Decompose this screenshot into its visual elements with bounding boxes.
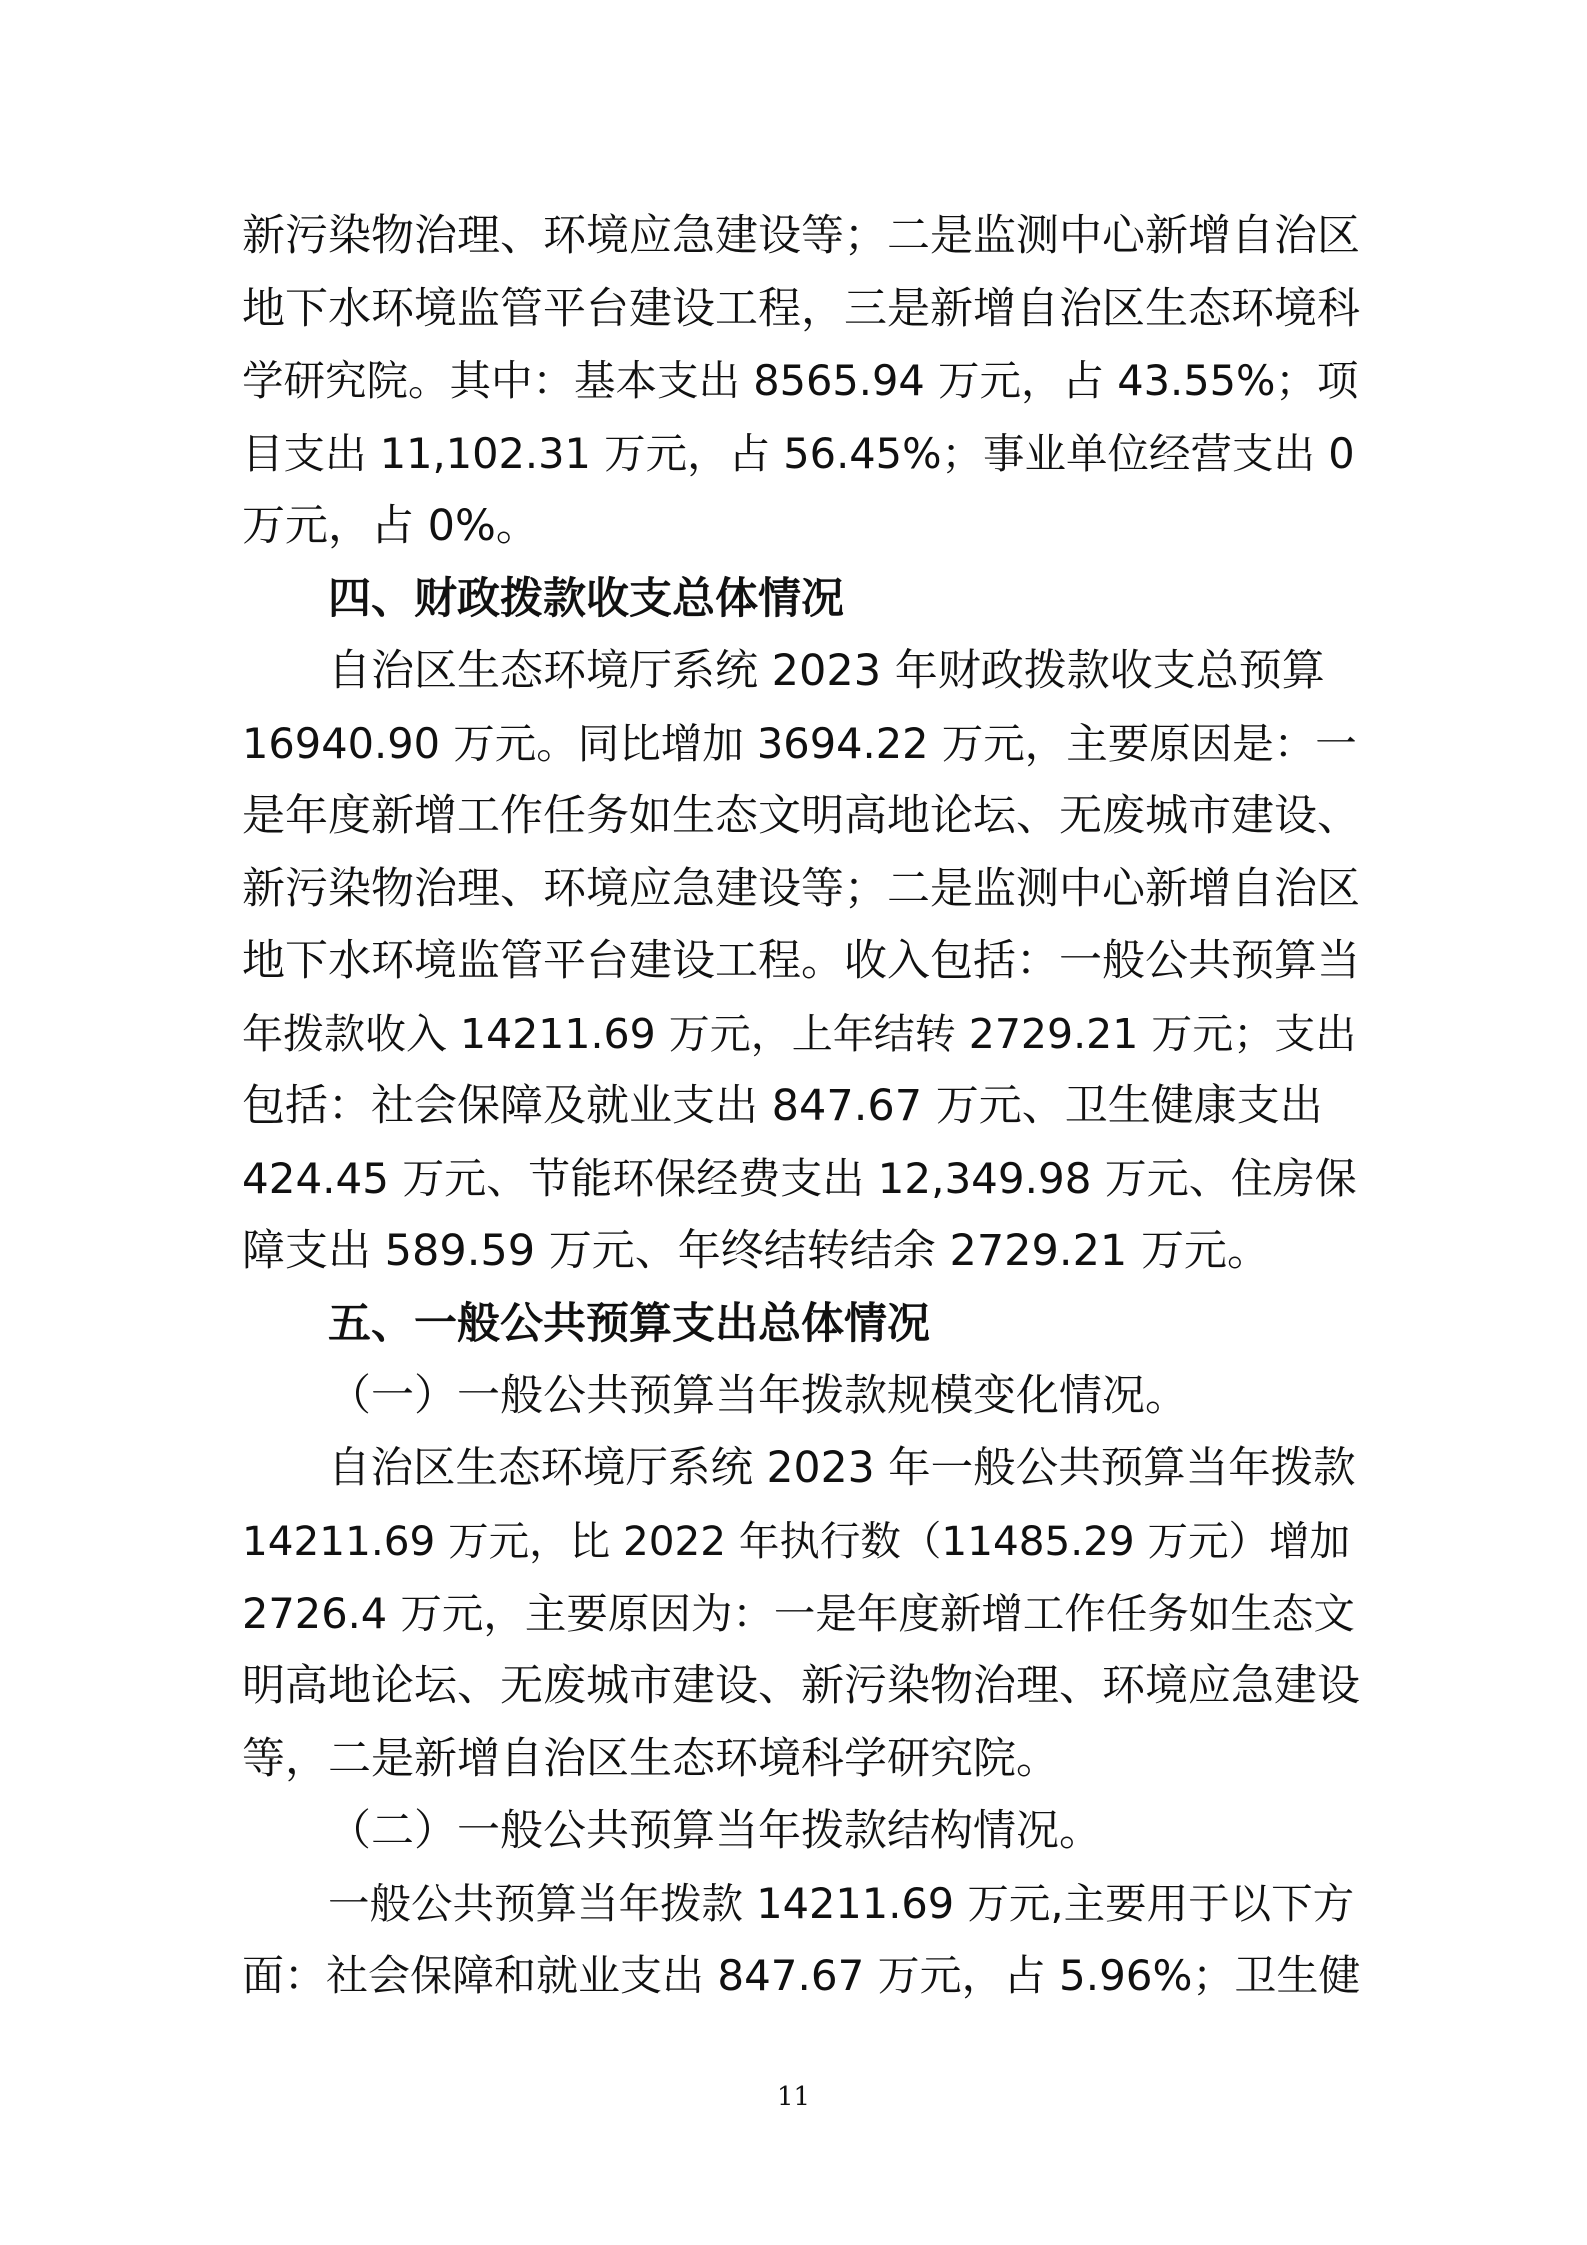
text-line: 新污染物治理、环境应急建设等；二是监测中心新增自治区: [242, 211, 1360, 261]
text-line: 自治区生态环境厅系统 2023 年财政拨款收支总预算: [328, 646, 1325, 696]
section-heading: 四、财政拨款收支总体情况: [328, 573, 844, 624]
subsection-heading: （一）一般公共预算当年拨款规模变化情况。: [328, 1371, 1188, 1421]
text-line: 学研究院。其中：基本支出 8565.94 万元，占 43.55%；项: [242, 356, 1359, 405]
text-line: 明高地论坛、无废城市建设、新污染物治理、环境应急建设: [242, 1661, 1360, 1711]
text-line: 一般公共预算当年拨款 14211.69 万元,主要用于以下方: [328, 1878, 1355, 1928]
text-line: 地下水环境监管平台建设工程。收入包括：一般公共预算当: [242, 936, 1360, 986]
text-line: 目支出 11,102.31 万元，占 56.45%；事业单位经营支出 0: [242, 428, 1355, 478]
body-text: [242, 200, 1362, 2013]
subsection-heading: （二）一般公共预算当年拨款结构情况。: [328, 1806, 1102, 1856]
text-line: 14211.69 万元，比 2022 年执行数（11485.29 万元）增加: [242, 1517, 1351, 1565]
text-line: 新污染物治理、环境应急建设等；二是监测中心新增自治区: [242, 863, 1360, 914]
text-line: 包括：社会保障及就业支出 847.67 万元、卫生健康支出: [242, 1081, 1323, 1131]
text-line: 障支出 589.59 万元、年终结转结余 2729.21 万元。: [242, 1226, 1270, 1276]
text-line: 是年度新增工作任务如生态文明高地论坛、无废城市建设、: [242, 791, 1360, 841]
text-line: 等，二是新增自治区生态环境科学研究院。: [242, 1733, 1059, 1784]
section-heading: 五、一般公共预算支出总体情况: [328, 1298, 930, 1349]
text-line: 2726.4 万元，主要原因为：一是年度新增工作任务如生态文: [242, 1588, 1355, 1638]
text-line: 万元，占 0%。: [242, 501, 539, 551]
text-line: 16940.90 万元。同比增加 3694.22 万元，主要原因是：一: [242, 718, 1357, 768]
page-number: 11: [776, 2082, 811, 2112]
text-line: 年拨款收入 14211.69 万元，上年结转 2729.21 万元；支出: [242, 1009, 1357, 1058]
text-line: 424.45 万元、节能环保经费支出 12,349.98 万元、住房保: [242, 1153, 1357, 1203]
text-line: 自治区生态环境厅系统 2023 年一般公共预算当年拨款: [328, 1443, 1356, 1493]
text-line: 面：社会保障和就业支出 847.67 万元，占 5.96%；卫生健: [242, 1951, 1361, 2000]
text-line: 地下水环境监管平台建设工程，三是新增自治区生态环境科: [242, 283, 1360, 334]
